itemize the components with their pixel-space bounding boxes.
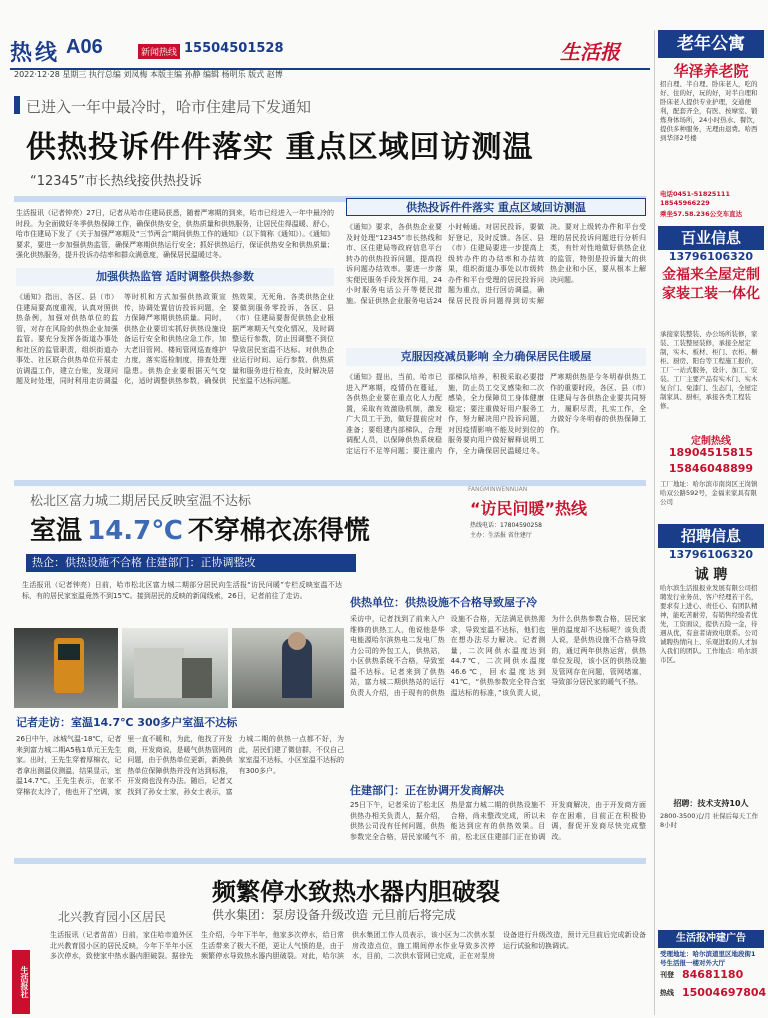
story1-box-body: 《通知》要求，各供热企业要及时处理“12345”市长热线和市、区住建局等政府信息平台转办的供热投诉问题，提高投诉问题办结效率。要进一步落实便民服务手段发挥作用，24小时服务电话公开等便民措施。保证供热企业服务电话24小时畅通。对居民投诉，要做好登记，及时反馈。各区、县（市）住建局要进一步提高上级转办件的办结率和办结效果，组织街道办事处以市级转办件和平台受理的居民投诉问题为重点，进行回访调温，确保居民投诉问题得到切实解决。要对上级转办件和平台受理的居民投诉问题进行分析归类，有针对性地做好供热企业的监管，特别是投诉量大的供热企业和小区，要从根本上解决问题。 — [346, 223, 646, 305]
headline-part-b: 不穿棉衣冻得慌 — [187, 516, 370, 546]
story3-subheadline: 供水集团：泵房设备升级改造 元旦前后将完成 — [212, 908, 456, 922]
paper-stamp: 生活报社 — [12, 950, 30, 1014]
story1-lead: 生活报讯（记者钟亮）27日，记者从哈市住建局获悉，随着严寒期的到来，哈市已经进入一年中最冷的时段。为全面做好冬季供热保障工作，确保供热安全，供热质量和供热服务，让居民住得温暖、舒心，哈市住建局下发了《关于加强严寒期及“三节两会”期间供热工作的通知》（以下简称《通知》）。《通知》要求，要进一步加强供热监管，确保严寒期供热运行安全；抓好供热运行，保证供热安全和供热质量；强化供热服务，提升投诉办结率和群众满意度，确保居民温暖过冬。 — [16, 209, 334, 259]
story1-subheadline: “12345”市长热线接供热投诉 — [30, 174, 202, 189]
ad2-slogan: 金福来全屋定制 家装工装一体化 — [662, 267, 760, 302]
ad3-phone: 13796106320 — [668, 548, 754, 561]
story1-section2-body: 《通知》提出，当前，哈市已进入严寒期，疫情仍在蔓延，各供热企业要在重点化人力配置，采取有效激励机制，激发广大员工干劲，做好提前应对准备；要组建内部梯队，合理调配人员，以保障供热系统稳定运行不足等问题；要注重内部梯队培养，积极采取必要措施，防止员工交叉感染和二次感染，全力保障员工身体健康稳定；要注重做好用户服务工作，努力解决用户投诉问题，对因疫情影响不能及时到位的服务要向用户做好解释说明工作，全力确保居民温暖过冬。严寒期供热是今冬明春供热工作的重要时段，各区、县（市）住建局与各供热企业要共同努力，履职尽责，扎实工作，全力做好今冬明春的供热保障工作。 — [346, 373, 646, 455]
story3-headline: 频繁停水致热水器内胆破裂 — [212, 878, 500, 906]
ad3-heading: 诚 聘 — [694, 567, 728, 583]
photo-worker — [232, 628, 344, 708]
dateline: 2022·12·28 星期三 执行总编 刘凤梅 本版主编 孙静 编辑 杨明乐 版式 赵博 — [14, 70, 283, 79]
story2-deck: 热企：供热设施不合格 住建部门：正协调整改 — [26, 554, 356, 572]
bureau-section-body: 25日下午，记者采访了松北区供热办相关负责人，据介绍，供热公司没有任何问题，供热参数完全合格，居民家暖气不热是富力城二期的供热设施不合格，尚未整改完成，所以未能达到应有的供热效果。目前，松北区住建部门正在协调开发商解决，由于开发商方面存在困难，目前正在积极协调，督促开发商尽快完成整改。 — [350, 801, 646, 841]
ad2-address: 工厂地址：哈尔滨市南岗区王岗镇哈双公路592号，金福来家具有限公司 — [660, 480, 758, 506]
story2-divider — [14, 480, 646, 486]
ad4-address: 受理地址：哈尔滨道里区地段街1号生活报一楼对外大厅 — [660, 950, 756, 967]
story3-body: 生活报讯（记者苗苗）日前，家住哈市道外区北兴教育园小区的居民反映，今年下半年小区多次停水，致使家中热水器内胆破裂。据徐先生介绍，今年下半年，他家多次停水，给日常生活带来了极大不便，更让人气愤的是，由于频繁停水导致热水器内胆破裂。对此，哈尔滨供水集团工作人员表示，该小区为二次供水泵房改造点位，施工期间停水作业导致多次停水，目前，二次供水管网已完成，正在对泵房设备进行升级改造，预计元旦前后完成新设备运行试验和切换调试。 — [50, 931, 646, 960]
story1-box-title: 供热投诉件件落实 重点区域回访测温 — [346, 198, 646, 216]
masthead — [10, 30, 650, 70]
ad3-salary: 2800-3500元/月 社保后每天工作8小时 — [660, 812, 759, 829]
hotline-badge: 新闻热线 — [138, 44, 180, 59]
section-title: 热线 — [10, 40, 61, 66]
ad1-bus: 乘坐57.58.236公交车直达 — [660, 210, 743, 218]
headline-temperature: 14.7℃ — [87, 516, 183, 546]
story1-kicker: 已进入一年中最冷时，哈市住建局下发通知 — [26, 98, 312, 116]
ad1-phone: 电话0451-51825111 18545966229 — [660, 190, 730, 207]
unit-section-body: 采访中，记者找到了前来入户维修的供热工人，他说他是华电能源哈尔滨热电二发电厂热力公司的外包工人，供热站，小区供热系统不合格，导致室温不达标。记者来到了供热站，富力城二期供热站的运行负责人介绍，由于现有的供热设施不合格，无法满足供热需求，导致室温不达标，他们也在想办法尽力解决。记者测量，二次网供水温度达到44.7℃，二次网供水温度46.6℃，回水温度达到41℃，“供热参数完全符合室温达标的标准，”该负责人说，为什么供热参数合格，居民家里的温度却不达标呢？该负责人说，是供热设施不合格导致的，通过两年供热运营，供热单位发现，该小区的供热设施及管网存在问题，管网堵塞，导致部分居民家的暖气不热。 — [350, 615, 646, 697]
reporter-section-title: 记者走访：室温14.7℃ 300多户室温不达标 — [16, 716, 238, 729]
story3-divider — [14, 858, 646, 864]
story2-kicker: 松北区富力城二期居民反映室温不达标 — [30, 494, 252, 509]
ad2-body: 承接家装整装、办公场所装修，家装、工装整屋装修，承接全屋定制，实木、板材、柜门、衣柜、橱柜、厨房、阳台等工程施工报价，工厂一站式服务，设计、加工、安装。工厂主要产品有实木门、实木复合门、免漆门、生态门，全屋定制家具、厨柜，承接各类工程装修。 — [660, 330, 758, 410]
story2-lead: 生活报讯（记者钟亮）日前，哈市松北区富力城二期部分居民向生活报“访民问暖”专栏反映室温不达标，有的居民家室温竟然不到15℃。接到居民的反映的新闻线索，26日，记者前往了走访。 — [22, 581, 342, 600]
headline-part-a: 室温 — [30, 516, 83, 546]
column-host: 主办：生活报 省住建厅 — [470, 532, 532, 539]
story2-headline — [30, 510, 460, 550]
ad1-title: 老年公寓 — [658, 30, 764, 58]
unit-section-title: 供热单位：供热设施不合格导致屋子冷 — [350, 596, 537, 609]
ad1-name: 华泽养老院 — [673, 62, 749, 80]
ad3-title: 招聘信息 — [658, 524, 764, 548]
ad4-title: 生活报冲建广告 — [658, 930, 764, 948]
kicker-bar — [14, 96, 20, 114]
story1-headline: 供热投诉件件落实 重点区域回访测温 — [26, 130, 534, 165]
ad3-body: 哈尔滨生活报报业发展有限公司招聘发行业务员、客户经理若干名，要求有上进心、责任心、有团队精神，能吃苦耐劳，有销售经验者优先，工资面议，提供五险一金，待遇从优，有意者请致电联系。公司诚聘热情向上、乐观进取的人才加入我们的团队。工作地点：哈尔滨市区。 — [660, 584, 758, 664]
ad2-hotline-label: 定制热线 — [691, 436, 731, 447]
ad4-label2: 热线 — [660, 989, 674, 997]
photo-room — [122, 628, 228, 708]
story3-kicker: 北兴教育园小区居民 — [58, 910, 167, 924]
reporter-section-body: 26日中午，冰城气温-18℃，记者来到富力城二期A5栋1单元王先生家。出时，王先生穿着厚棉衣，记者拿出测温仪测温，结果显示，室温14.7℃。王先生表示，在家不穿棉衣太冷了，他也开了空调，家里一直不暖和，为此，他找了开发商，开发商说，是暖气供热管网的问题，由于供热单位更新，新换供热单位保障供热并没有达到标准，开发商也没有办法。随后，记者又找到了孙女士家，孙女士表示，富力城二期的供热一点都不好，为此，居民们建了微信群，不仅自己家室温不达标，小区室温不达标的有300多户。 — [16, 735, 344, 796]
column-title: “访民问暖”热线 — [470, 499, 588, 518]
ad2-phone: 13796106320 — [668, 250, 754, 263]
ad4-label1: 刊登 — [660, 971, 674, 979]
ad4-tel2: 15004697804 — [682, 986, 767, 999]
column-pinyin: FANGMINWENNUAN — [468, 486, 528, 493]
paper-logo: 生活报 — [560, 40, 620, 64]
photo-thermometer — [14, 628, 118, 708]
ad2-tel2: 15846048899 — [668, 462, 754, 475]
ad4-tel1: 84681180 — [682, 968, 744, 981]
page-number: A06 — [66, 36, 103, 58]
story1-section1-body: 《通知》指出，各区、县（市）住建局要高度重视，认真对照供热条例，加强对供热单位的监管，对存在风险的供热企业加强监管。要充分发挥各街道办事处和社区的监管职责，组织街道办事处、社区联合供热单位开展走访调温工作，建立台账，发现问题及时处理，同时利用走访调温等时机和方式加强供热政策宣传，协调处置信访投诉问题，全力保障严寒期供热质量。同时，供热企业要切实抓好供热设施设备运行安全和供热应急工作，加大老旧管网、楼间管网巡查维护力度，落实巡检制度，排查处理隐患。供热企业要根据天气变化，适时调整供热参数，确保供热效果，无死角、各类供热企业要做到服务零投诉，各区、县（市）住建局要督促供热企业根据严寒期天气变化情况，及时调整运行参数，防止因调整不到位导致居民室温不达标。对供热企业运行时间、运行参数、供热质量和服务进行检查，及时解决居民室温不达标问题。 — [16, 293, 334, 385]
story1-section2-title: 克服因疫减员影响 全力确保居民住暖屋 — [346, 348, 646, 366]
ad3-contact: 招聘：技术支持10人 — [673, 799, 749, 808]
ad2-tel1: 18904515815 — [668, 446, 754, 459]
ad1-body: 招自理、半自理、卧床老人，吃的好、住的好，玩的好，对半自理和卧床老人提供专业护理，交通便利，配套齐全，有医、按摩室、锻炼身体场所，24小时热水、餐饮，提供多种服务，无理由退费。哈西到华泽2号楼 — [660, 80, 760, 142]
column-hotline: 热线电话：17804590258 — [470, 522, 542, 529]
ad2-title: 百业信息 — [658, 226, 764, 250]
hotline-number: 15504501528 — [184, 41, 284, 56]
bureau-section-title: 住建部门：正在协调开发商解决 — [350, 784, 504, 797]
story1-section1-title: 加强供热监管 适时调整供热参数 — [16, 268, 334, 286]
